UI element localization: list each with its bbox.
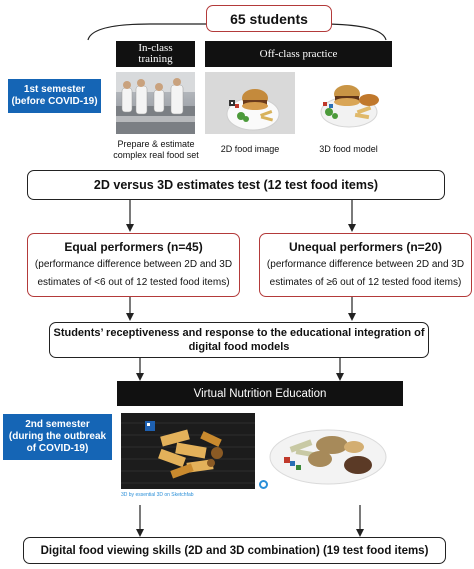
header-students-box bbox=[206, 5, 332, 32]
off-class-label: Off-class practice bbox=[205, 41, 392, 67]
food-3d-caption: 3D food model bbox=[319, 144, 378, 154]
first-semester-label: 1st semester (before COVID-19) bbox=[8, 79, 101, 113]
unequal-performers-title: Unequal performers (n=20) bbox=[288, 240, 443, 254]
second-semester-label: 2nd semester (during the outbreak of COVID-19) bbox=[3, 414, 112, 460]
food-2d-photo bbox=[205, 72, 295, 134]
virtual-2d-photo bbox=[121, 413, 255, 489]
virtual-3d-photo bbox=[262, 413, 392, 489]
food-3d-photo bbox=[305, 72, 392, 134]
model-credit-text: 3D by essential 3D on Sketchfab bbox=[121, 492, 194, 498]
virtual-education-label: Virtual Nutrition Education bbox=[117, 381, 403, 406]
equal-performers-title: Equal performers (n=45) bbox=[64, 240, 203, 254]
food-2d-caption: 2D food image bbox=[220, 144, 280, 154]
header-title: 65 students bbox=[230, 10, 308, 27]
unequal-performers-box: Unequal performers (n=20) (performance difference between 2D and 3D estimates of ≥6 out of 12 tested food items) bbox=[259, 233, 472, 297]
in-class-caption: Prepare & estimate complex real food set bbox=[113, 139, 199, 160]
equal-performers-box: Equal performers (n=45) (performance difference between 2D and 3D estimates of <6 out of 12 tested food items) bbox=[27, 233, 240, 297]
in-class-label: In-class training bbox=[116, 41, 195, 67]
test-2d-3d-box: 2D versus 3D estimates test (12 test food items) bbox=[27, 170, 445, 200]
header-brace bbox=[88, 24, 212, 40]
viewer-badge-icon bbox=[259, 480, 268, 489]
in-class-training-photo bbox=[116, 72, 195, 134]
receptiveness-box: Students’ receptiveness and response to the educational integration of digital food models bbox=[49, 322, 429, 358]
final-skills-box: Digital food viewing skills (2D and 3D combination) (19 test food items) bbox=[23, 537, 446, 564]
